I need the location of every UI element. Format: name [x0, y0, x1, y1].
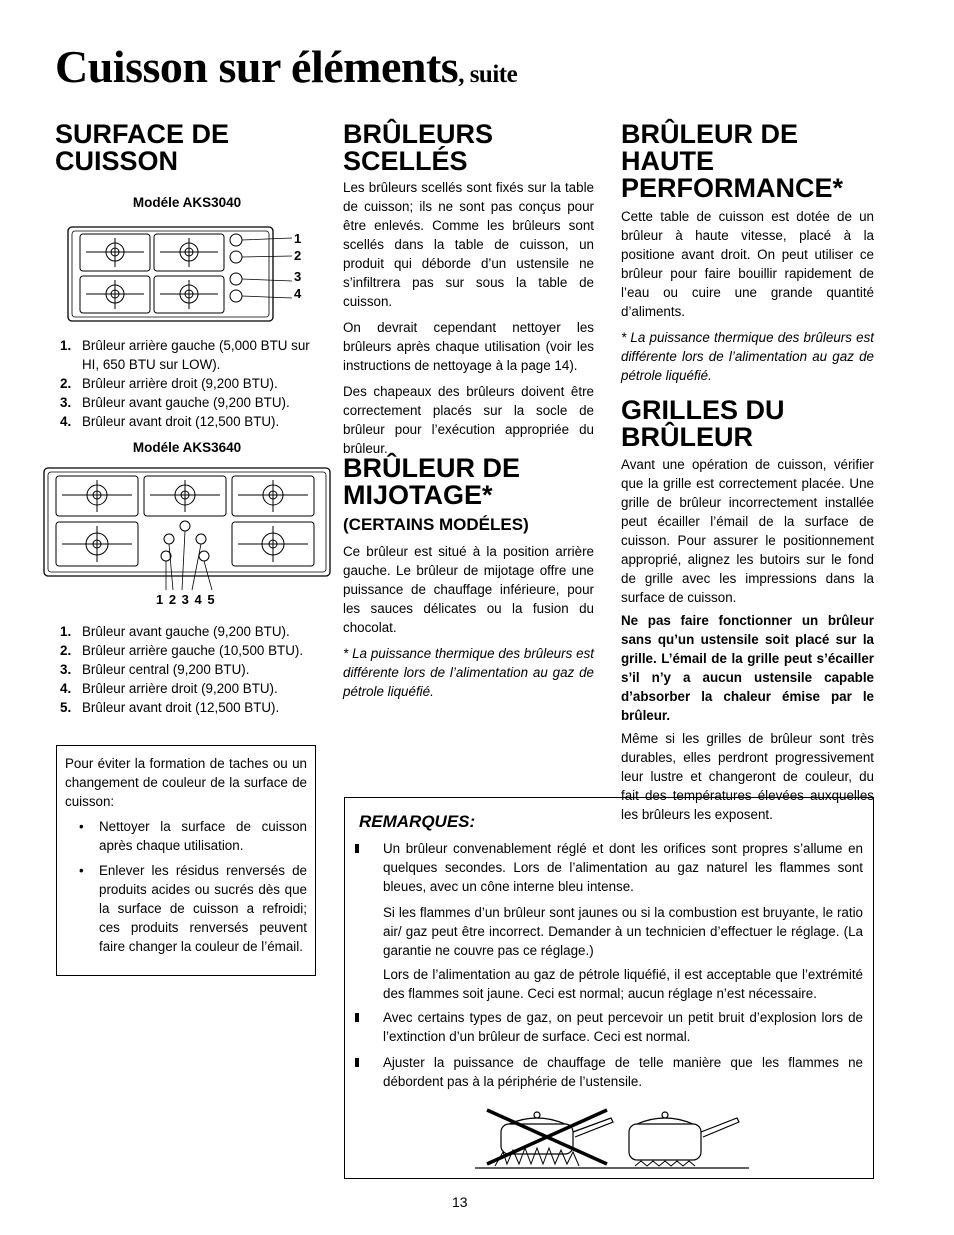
sealed-p2: On devrait cependant nettoyer les brûleurs après chaque utilisation (voir les instructions de nettoyage à la page 14). — [343, 320, 594, 373]
simmer-section — [343, 542, 594, 701]
list-text: Brûleur avant gauche (9,200 BTU). — [82, 624, 290, 639]
page-title-suffix: , suite — [458, 61, 518, 88]
high-note: * La puissance thermique des brûleurs est différente lors de l’alimentation au gaz de pétrole liquéfié. — [621, 330, 874, 383]
callout-1: 1 — [294, 231, 302, 246]
tip-bullet — [65, 861, 307, 956]
remark-item — [355, 1008, 863, 1046]
callout-2: 2 — [294, 248, 302, 263]
square-bullet-icon — [355, 1013, 359, 1022]
remark-text: Avec certains types de gaz, on peut percevoir un petit bruit d’explosion lors de l’extinction d’un brûleur de surface. Ceci est normal. — [383, 1010, 863, 1044]
correct-pan-icon — [629, 1112, 739, 1166]
model-aks3040-label: Modéle AKS3040 — [132, 195, 242, 210]
square-bullet-icon — [355, 1058, 359, 1067]
cooktop-aks3040-diagram — [64, 224, 314, 324]
list-num: 3. — [60, 662, 72, 677]
remark-item — [355, 839, 863, 896]
list-num: 4. — [60, 681, 72, 696]
grates-heading: GRILLES DU BRÛLEUR — [621, 395, 785, 452]
list-item — [55, 336, 325, 374]
remark-item1-b: Si les flammes d’un brûleur sont jaunes ou si la combustion est bruyante, le ratio air/ gaz peut être incorrect. Demander à un technicien d’effectuer le réglage. (La garantie ne couvre pas ce réglage.) — [383, 905, 863, 958]
sealed-p3: Des chapeaux des brûleurs doivent être correctement placés sur la socle de brûleur pour l’exécution appropriée du brûleur. — [343, 384, 594, 456]
sealed-section — [343, 178, 594, 458]
remarks-box — [344, 797, 874, 1179]
bullet-glyph: • — [79, 863, 84, 878]
list-item — [55, 698, 325, 717]
list-num: 4. — [60, 414, 72, 429]
tip-box — [56, 745, 316, 976]
list-num: 1. — [60, 624, 72, 639]
aks3040-callouts — [294, 230, 301, 302]
list-num: 2. — [60, 643, 72, 658]
list-item — [55, 374, 325, 393]
list-num: 1. — [60, 338, 72, 353]
list-text: Brûleur avant droit (12,500 BTU). — [82, 700, 280, 715]
grates-p2: Même si les grilles de brûleur sont très durables, elles perdront progressivement leur lustre et changeront de couleur, du fait des températures élevées auxquelles les brûleurs les exposent. — [621, 731, 874, 822]
high-performance-section — [621, 207, 874, 385]
callout-4: 4 — [294, 286, 302, 301]
simmer-subheading: (CERTAINS MODÉLES) — [343, 515, 529, 534]
bullet-glyph: • — [79, 819, 84, 834]
aks3640-callouts: 1 2 3 4 5 — [156, 592, 216, 607]
pan-flame-illustration — [473, 1106, 751, 1170]
sealed-p1: Les brûleurs scellés sont fixés sur la table de cuisson; ils ne sont pas conçus pour être enlevés. Comme les brûleurs sont scellés dans la table de cuisson, un produit qui déborde d’un ustensile ne s’infiltrera pas sur sous la table de cuisson. — [343, 180, 594, 309]
callout-3: 3 — [294, 269, 302, 284]
list-item — [55, 679, 325, 698]
list-num: 5. — [60, 700, 72, 715]
list-item — [55, 641, 325, 660]
remark-item1-c: Lors de l’alimentation au gaz de pétrole liquéfié, il est acceptable que l’extrémité des flammes soit jaune. Ceci est normal; aucun réglage n’est nécessaire. — [383, 967, 863, 1001]
list-text: Brûleur avant gauche (9,200 BTU). — [82, 395, 290, 410]
simmer-heading: BRÛLEUR DE MIJOTAGE* — [343, 453, 521, 510]
page-number: 13 — [452, 1194, 468, 1210]
surface-heading: SURFACE DE CUISSON — [55, 119, 230, 176]
sealed-heading: BRÛLEURS SCELLÉS — [343, 119, 494, 176]
tip-bullet-text: Enlever les résidus renversés de produits acides ou sucrés dès que la surface de cuisson a refroidi; ces produits renversés peuvent faire changer la couleur de l’émail. — [99, 863, 307, 954]
aks3640-burner-list — [55, 622, 325, 717]
list-num: 3. — [60, 395, 72, 410]
list-item — [55, 412, 325, 431]
square-bullet-icon — [355, 844, 359, 853]
wrong-pan-icon — [487, 1110, 613, 1166]
grates-section — [621, 455, 874, 824]
remark-text: Ajuster la puissance de chauffage de telle manière que les flammes ne débordent pas à la périphérie de l’ustensile. — [383, 1055, 863, 1089]
list-text: Brûleur arrière droit (9,200 BTU). — [82, 681, 278, 696]
tip-intro: Pour éviter la formation de taches ou un changement de couleur de la surface de cuisson: — [65, 756, 307, 809]
list-text: Brûleur central (9,200 BTU). — [82, 662, 250, 677]
list-text: Brûleur arrière droit (9,200 BTU). — [82, 376, 278, 391]
remarks-heading: REMARQUES: — [359, 812, 476, 831]
page-title — [55, 41, 518, 92]
tip-bullet-text: Nettoyer la surface de cuisson après chaque utilisation. — [99, 819, 307, 853]
grates-p1: Avant une opération de cuisson, vérifier que la grille est correctement placée. Une grille de brûleur incorrectement installée peut écailler l’émail de la surface de cuisson. Pour assurer le positionnement approprié, alignez les butoirs sur le fond de grille avec les impressions dans la surface de cuisson. — [621, 457, 874, 605]
cooktop-aks3640-diagram — [42, 466, 334, 592]
list-item — [55, 622, 325, 641]
list-text: Brûleur arrière gauche (5,000 BTU sur HI, 650 BTU sur LOW). — [82, 338, 310, 372]
list-item — [55, 660, 325, 679]
high-performance-heading: BRÛLEUR DE HAUTE PERFORMANCE* — [621, 119, 844, 203]
tip-bullet — [65, 817, 307, 855]
page-title-main: Cuisson sur éléments — [55, 41, 459, 92]
remark-text: Un brûleur convenablement réglé et dont les orifices sont propres s’allume en quelques secondes. Lors de l’alimentation au gaz naturel les flammes sont bleues, avec un cône interne bleu intense. — [383, 841, 863, 894]
simmer-p1: Ce brûleur est situé à la position arrière gauche. Le brûleur de mijotage offre une puissance de chauffage inférieure, pour les sauces délicates ou la fusion du chocolat. — [343, 544, 594, 635]
list-num: 2. — [60, 376, 72, 391]
model-aks3640-label: Modéle AKS3640 — [132, 440, 242, 455]
high-p1: Cette table de cuisson est dotée de un brûleur à haute vitesse, placé à la positione avant droit. On peut utiliser ce brûleur pour faire bouillir rapidement de l’eau ou cuire une grande quantité d’aliments. — [621, 209, 874, 319]
remark-item — [355, 1053, 863, 1091]
simmer-note: * La puissance thermique des brûleurs est différente lors de l’alimentation au gaz de pétrole liquéfié. — [343, 646, 594, 699]
grates-warning: Ne pas faire fonctionner un brûleur sans qu’un ustensile soit placé sur la grille. L’émail de la grille peut s’écailler s’il n’y a aucun ustensile capable d’absorber la chaleur émise par le brûleur. — [621, 613, 874, 723]
list-item — [55, 393, 325, 412]
list-text: Brûleur avant droit (12,500 BTU). — [82, 414, 280, 429]
aks3040-burner-list — [55, 336, 325, 431]
list-text: Brûleur arrière gauche (10,500 BTU). — [82, 643, 304, 658]
